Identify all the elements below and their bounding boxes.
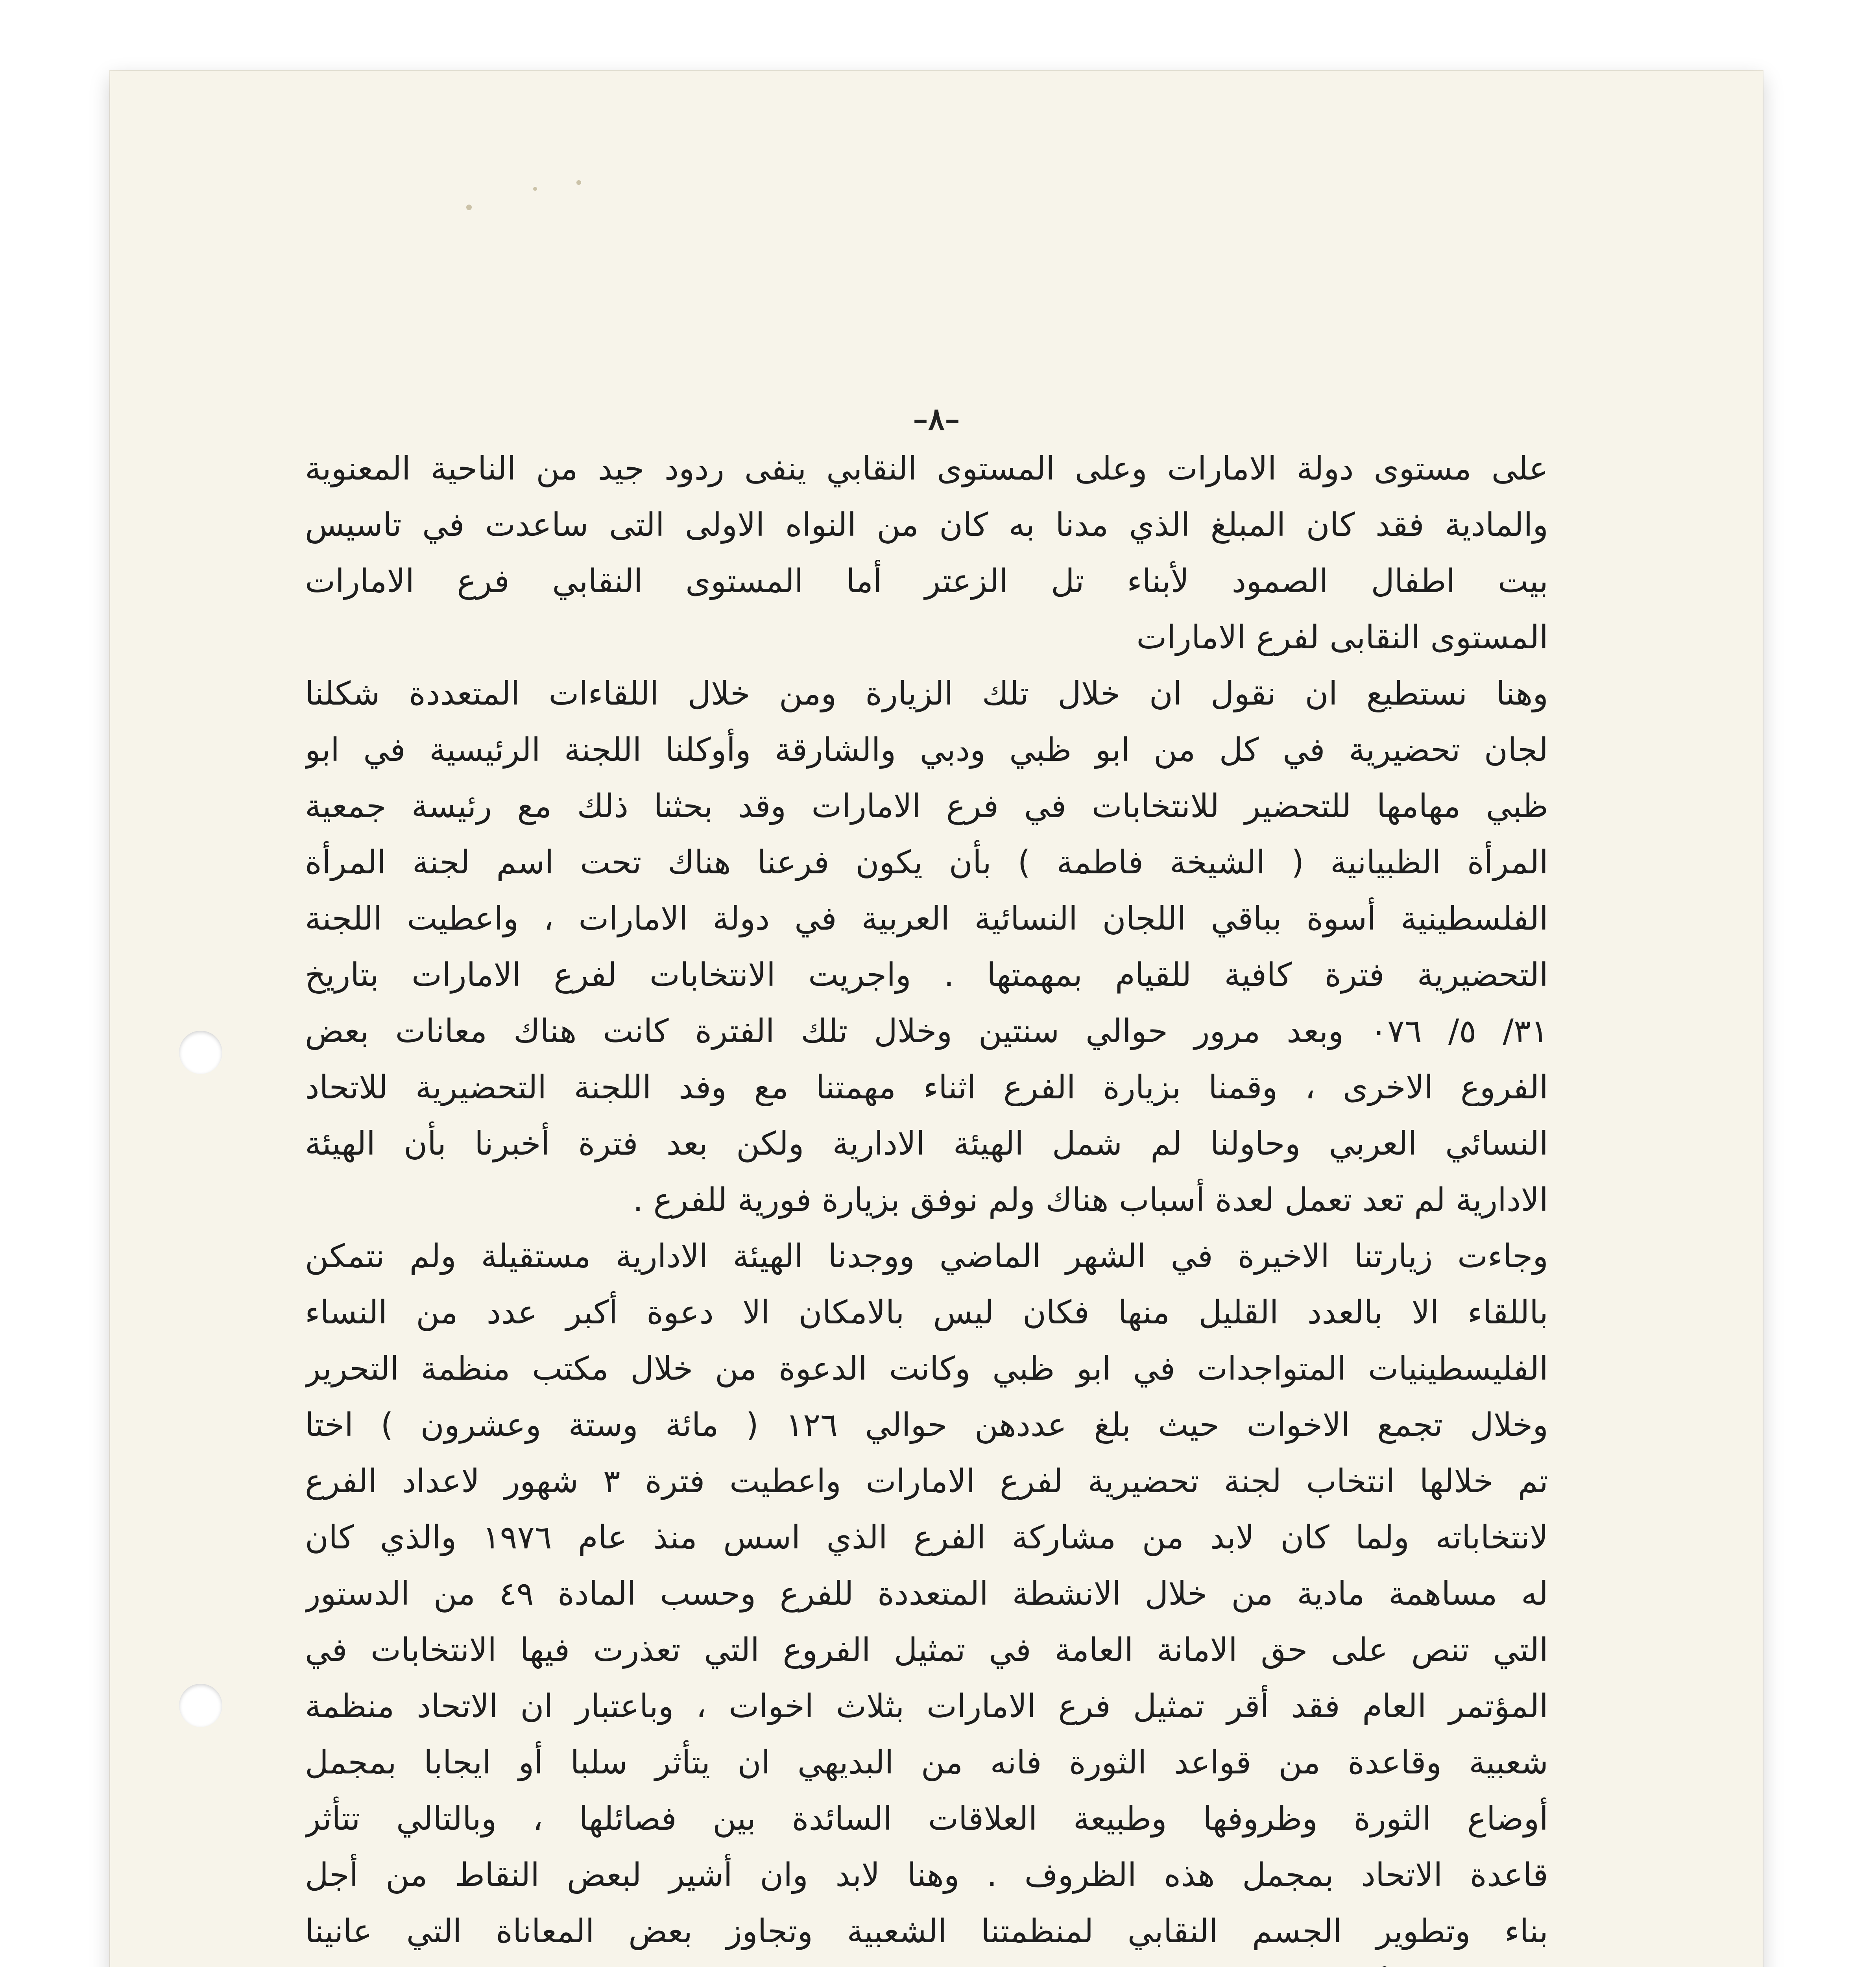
text-line: الفليسطينيات المتواجدات في ابو ظبي وكانت الدعوة من خلال مكتب منظمة التحرير — [305, 1350, 1548, 1388]
body-text — [305, 441, 1548, 1967]
text-line: له مساهمة مادية من خلال الانشطة المتعددة للفرع وحسب المادة ٤٩ من الدستور — [305, 1575, 1548, 1613]
page-number: –٨– — [913, 401, 960, 437]
paper-speck — [533, 187, 537, 191]
text-line: باللقاء الا بالعدد القليل منها فكان ليس بالامكان الا دعوة أكبر عدد من النساء — [305, 1294, 1548, 1331]
text-line — [305, 1960, 1548, 1967]
document-page — [110, 71, 1763, 1967]
text-line: لجان تحضيرية في كل من ابو ظبي ودبي والشارقة وأوكلنا اللجنة الرئيسية في ابو — [305, 731, 1548, 769]
text-line: وخلال تجمع الاخوات حيث بلغ عددهن حوالي ١٢٦ ( مائة وستة وعشرون ) اختا — [305, 1406, 1548, 1444]
text-line: أوضاع الثورة وظروفها وطبيعة العلاقات السائدة بين فصائلها ، وبالتالي تتأثر — [305, 1800, 1548, 1838]
text-line: وجاءت زيارتنا الاخيرة في الشهر الماضي ووجدنا الهيئة الادارية مستقيلة ولم نتمكن — [305, 1238, 1548, 1275]
text-line: ظبي مهامها للتحضير للانتخابات في فرع الامارات وقد بحثنا ذلك مع رئيسة جمعية — [305, 788, 1548, 825]
text-line: التي تنص على حق الامانة العامة في تمثيل الفروع التي تعذرت فيها الانتخابات في — [305, 1631, 1548, 1669]
text-line: قاعدة الاتحاد بمجمل هذه الظروف . وهنا لابد وان أشير لبعض النقاط من أجل — [305, 1856, 1548, 1894]
punch-hole — [179, 1684, 222, 1727]
text-line: المؤتمر العام فقد أقر تمثيل فرع الامارات بثلاث اخوات ، وباعتبار ان الاتحاد منظمة — [305, 1688, 1548, 1725]
text-line: تم خلالها انتخاب لجنة تحضيرية لفرع الامارات واعطيت فترة ٣ شهور لاعداد الفرع — [305, 1463, 1548, 1500]
text-line: الفلسطينية أسوة بباقي اللجان النسائية العربية في دولة الامارات ، واعطيت اللجنة — [305, 900, 1548, 937]
text-line: التحضيرية فترة كافية للقيام بمهمتها . واجريت الانتخابات لفرع الامارات بتاريخ — [305, 956, 1548, 994]
text-line: المستوى النقابى لفرع الامارات — [1136, 619, 1548, 656]
text-line: النسائي العربي وحاولنا لم شمل الهيئة الادارية ولكن بعد فترة أخبرنا بأن الهيئة — [305, 1125, 1548, 1162]
text-line: والمادية فقد كان المبلغ الذي مدنا به كان من النواه الاولى التى ساعدت في تاسيس — [305, 506, 1548, 544]
text-line: ٣١/ ٥/ ٠٧٦ وبعد مرور حوالي سنتين وخلال تلك الفترة كانت هناك معانات بعض — [305, 1013, 1548, 1050]
text-line: الفروع الاخرى ، وقمنا بزيارة الفرع اثناء مهمتنا مع وفد اللجنة التحضيرية للاتحاد — [305, 1069, 1548, 1106]
text-line: الادارية لم تعد تعمل لعدة أسباب هناك ولم نوفق بزيارة فورية للفرع . — [633, 1181, 1548, 1219]
paper-speck — [466, 205, 472, 210]
punch-hole — [179, 1031, 222, 1074]
text-line: بناء وتطوير الجسم النقابي لمنظمتنا الشعبية وتجاوز بعض المعاناة التي عانينا — [305, 1913, 1548, 1950]
paper-speck — [576, 180, 581, 185]
text-line: المرأة الظبيانية ( الشيخة فاطمة ) بأن يكون فرعنا هناك تحت اسم لجنة المرأة — [305, 844, 1548, 881]
text-line: لانتخاباته ولما كان لابد من مشاركة الفرع الذي اسس منذ عام ١٩٧٦ والذي كان — [305, 1519, 1548, 1556]
text-line: بيت اطفال الصمود لأبناء تل الزعتر أما المستوى النقابي فرع الامارات — [305, 563, 1548, 600]
text-line: على مستوى دولة الامارات وعلى المستوى النقابي ينفى ردود جيد من الناحية المعنوية — [305, 450, 1548, 487]
text-line: شعبية وقاعدة من قواعد الثورة فانه من البديهي ان يتأثر سلبا أو ايجابا بمجمل — [305, 1744, 1548, 1781]
text-line: وهنا نستطيع ان نقول ان خلال تلك الزيارة ومن خلال اللقاءات المتعددة شكلنا — [305, 675, 1548, 712]
